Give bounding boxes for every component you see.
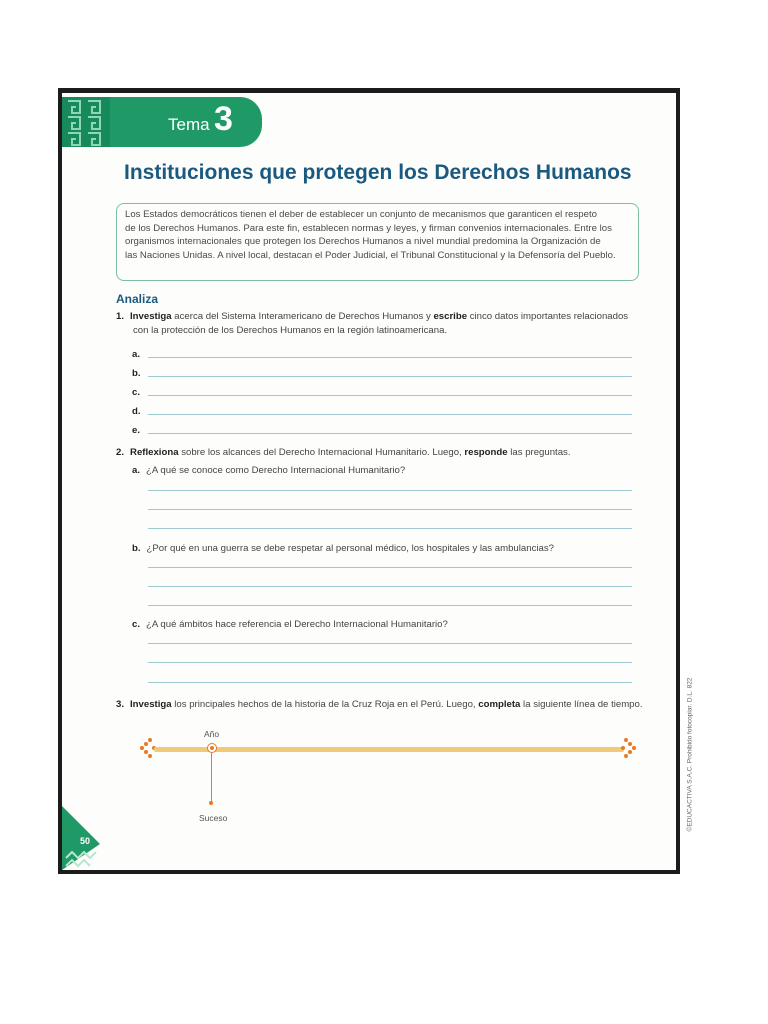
answer-line[interactable] xyxy=(148,528,632,529)
sub-question-a: a. ¿A qué se conoce como Derecho Internacional Humanitario? xyxy=(132,465,406,476)
question-1: 1. Investiga acerca del Sistema Interamericano de Derechos Humanos y escribe cinco datos importantes relacionados xyxy=(116,311,629,322)
tema-number: 3 xyxy=(214,100,233,138)
answer-line[interactable] xyxy=(148,414,632,415)
page-corner-ornament xyxy=(62,800,114,870)
answer-line[interactable] xyxy=(148,395,632,396)
answer-line[interactable] xyxy=(148,567,632,568)
intro-line: Los Estados democráticos tienen el deber de establecer un conjunto de mecanismos que garanticen el respeto xyxy=(125,209,597,220)
copyright-notice: ©EDUCACTIVA S.A.C. Prohibido fotocopiar. D.L. 822 xyxy=(686,677,694,832)
question-3: 3. Investiga los principales hechos de la historia de la Cruz Roja en el Perú. Luego, completa la siguiente línea de tiempo. xyxy=(116,699,643,710)
answer-label-d: d. xyxy=(132,406,141,417)
section-heading: Analiza xyxy=(116,292,159,306)
question-2: 2. Reflexiona sobre los alcances del Derecho Internacional Humanitario. Luego, responde las preguntas. xyxy=(116,447,571,458)
timeline-year-label: Año xyxy=(204,729,220,739)
answer-line[interactable] xyxy=(148,643,632,644)
answer-label-b: b. xyxy=(132,368,141,379)
answer-line[interactable] xyxy=(148,376,632,377)
intro-box xyxy=(116,203,639,281)
timeline-event-label: Suceso xyxy=(199,813,228,823)
textbook-page xyxy=(62,93,694,870)
answer-line[interactable] xyxy=(148,682,632,683)
timeline-bar xyxy=(154,747,624,752)
sub-question-c: c. ¿A qué ámbitos hace referencia el Derecho Internacional Humanitario? xyxy=(132,619,448,630)
answer-line[interactable] xyxy=(148,357,632,358)
question-1-line2: con la protección de los Derechos Humanos en la región latinoamericana. xyxy=(133,325,448,336)
page-number: 50 xyxy=(80,836,91,846)
intro-line: las Naciones Unidas. A nivel local, destacan el Poder Judicial, el Tribunal Constitucional y la Defensoría del Pueblo. xyxy=(125,249,616,261)
timeline-stem xyxy=(211,753,212,803)
intro-line: de los Derechos Humanos. Para este fin, establecen normas y leyes, y firman convenios internacionales. Entre los xyxy=(125,222,612,234)
answer-line[interactable] xyxy=(148,586,632,587)
page-title: Instituciones que protegen los Derechos Humanos xyxy=(124,161,632,184)
timeline-marker-dot xyxy=(210,746,214,750)
intro-line: organismos internacionales que protegen los Derechos Humanos a nivel mundial predomina la Organización de xyxy=(125,236,601,248)
answer-line[interactable] xyxy=(148,433,632,434)
timeline-right-arrow-icon xyxy=(622,737,640,763)
greek-key-ornament xyxy=(62,97,110,147)
sub-question-b: b. ¿Por qué en una guerra se debe respetar al personal médico, los hospitales y las ambulancias? xyxy=(132,543,554,554)
answer-line[interactable] xyxy=(148,490,632,491)
answer-line[interactable] xyxy=(148,605,632,606)
answer-label-e: e. xyxy=(132,425,141,436)
answer-label-c: c. xyxy=(132,387,141,398)
answer-line[interactable] xyxy=(148,509,632,510)
answer-label-a: a. xyxy=(132,349,141,360)
answer-line[interactable] xyxy=(148,662,632,663)
timeline-stem-dot xyxy=(209,801,213,805)
tema-label: Tema xyxy=(168,115,210,134)
